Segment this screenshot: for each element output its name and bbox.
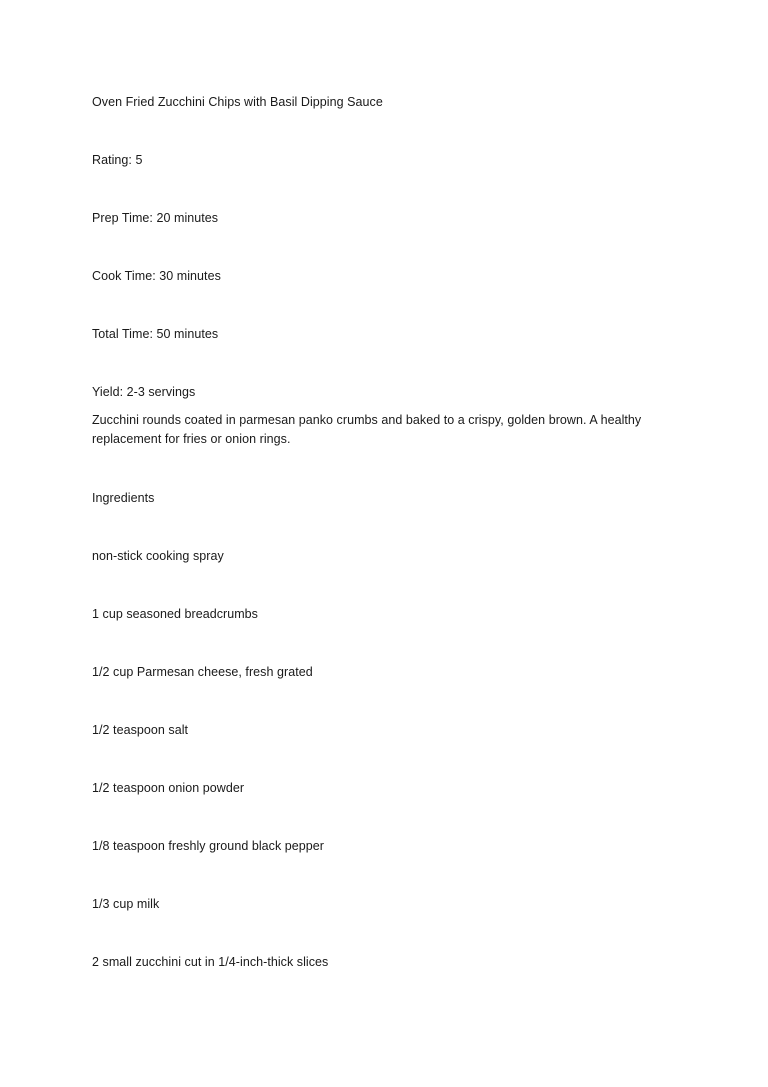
recipe-description [92,411,682,449]
cook-time: Cook Time: 30 minutes [92,269,221,283]
description-line: Zucchini rounds coated in parmesan panko crumbs and baked to a crispy, golden brown. A healthy [92,413,642,427]
ingredient-item: 2 small zucchini cut in 1/4-inch-thick slices [92,955,329,969]
ingredient-item: non-stick cooking spray [92,549,224,563]
ingredient-item: 1 cup seasoned breadcrumbs [92,607,258,621]
ingredient-item: 1/3 cup milk [92,897,160,911]
ingredients-heading: Ingredients [92,491,155,505]
recipe-yield: Yield: 2-3 servings [92,385,196,399]
ingredient-item: 1/8 teaspoon freshly ground black pepper [92,839,325,853]
ingredient-item: 1/2 teaspoon onion powder [92,781,245,795]
prep-time: Prep Time: 20 minutes [92,211,219,225]
ingredient-item: 1/2 cup Parmesan cheese, fresh grated [92,665,313,679]
recipe-title: Oven Fried Zucchini Chips with Basil Dipping Sauce [92,95,383,109]
recipe-rating: Rating: 5 [92,153,143,167]
description-line: replacement for fries or onion rings. [92,432,291,446]
total-time: Total Time: 50 minutes [92,327,219,341]
ingredient-item: 1/2 teaspoon salt [92,723,189,737]
